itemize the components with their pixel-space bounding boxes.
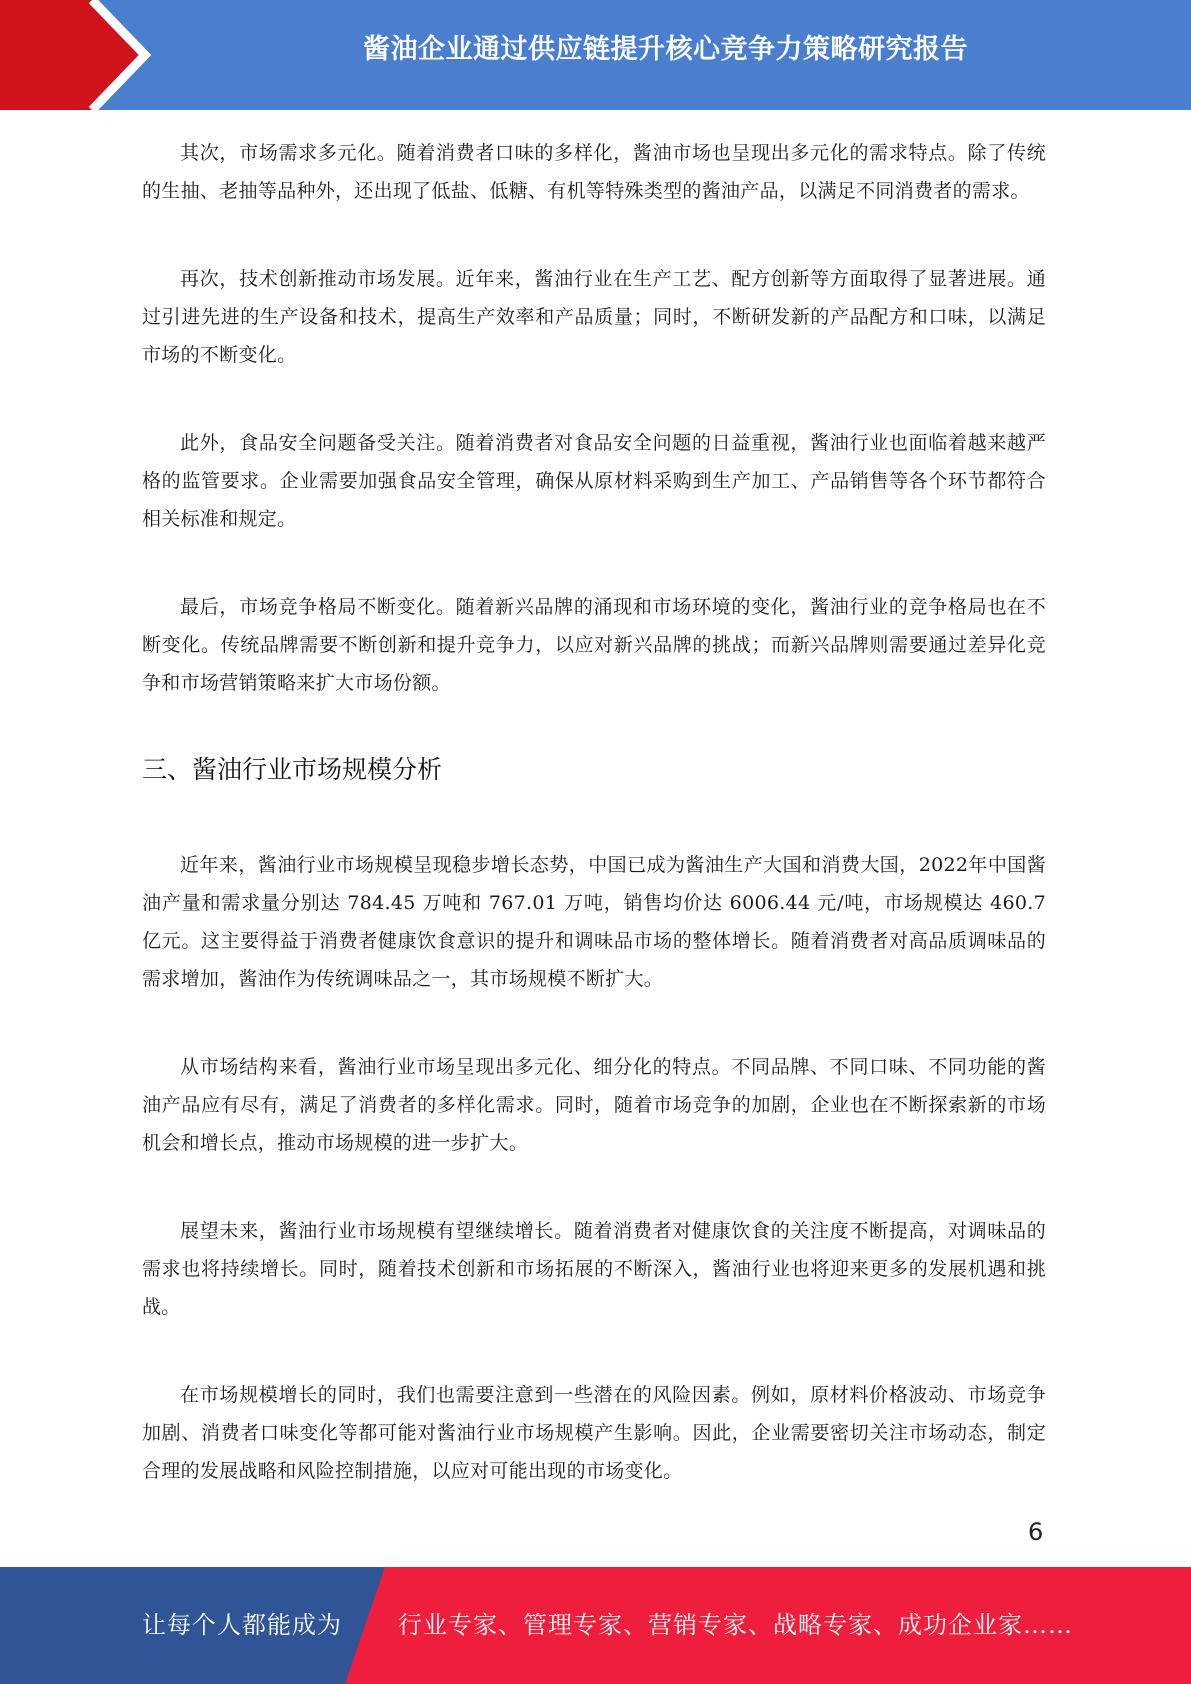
paragraph: 其次，市场需求多元化。随着消费者口味的多样化，酱油市场也呈现出多元化的需求特点。除了传统的生抽、老抽等品种外，还出现了低盐、低糖、有机等特殊类型的酱油产品，以满足不同消费者的需求。	[142, 142, 1046, 202]
paragraph: 从市场结构来看，酱油行业市场呈现出多元化、细分化的特点。不同品牌、不同口味、不同功能的酱油产品应有尽有，满足了消费者的多样化需求。同时，随着市场竞争的加剧，企业也在不断探索新的市场机会和增长点，推动市场规模的进一步扩大。	[142, 1056, 1046, 1154]
document-body	[142, 134, 1046, 1540]
report-title: 酱油企业通过供应链提升核心竞争力策略研究报告	[363, 34, 968, 65]
paragraph: 此外，食品安全问题备受关注。随着消费者对食品安全问题的日益重视，酱油行业也面临着越来越严格的监管要求。企业需要加强食品安全管理，确保从原材料采购到生产加工、产品销售等各个环节都符合相关标准和规定。	[142, 432, 1046, 530]
paragraph: 展望未来，酱油行业市场规模有望继续增长。随着消费者对健康饮食的关注度不断提高，对调味品的需求也将持续增长。同时，随着技术创新和市场拓展的不断深入，酱油行业也将迎来更多的发展机遇和挑战。	[142, 1220, 1046, 1318]
section-heading: 三、酱油行业市场规模分析	[142, 755, 443, 784]
footer-slogan-right: 行业专家、管理专家、营销专家、战略专家、成功企业家……	[398, 1611, 1073, 1639]
paragraph: 再次，技术创新推动市场发展。近年来，酱油行业在生产工艺、配方创新等方面取得了显著进展。通过引进先进的生产设备和技术，提高生产效率和产品质量；同时，不断研发新的产品配方和口味，以满足市场的不断变化。	[142, 268, 1046, 366]
page-footer	[0, 1567, 1191, 1684]
page-header	[0, 0, 1191, 110]
paragraph: 最后，市场竞争格局不断变化。随着新兴品牌的涌现和市场环境的变化，酱油行业的竞争格局也在不断变化。传统品牌需要不断创新和提升竞争力，以应对新兴品牌的挑战；而新兴品牌则需要通过差异化竞争和市场营销策略来扩大市场份额。	[142, 596, 1046, 694]
footer-slogan-left: 让每个人都能成为	[142, 1611, 342, 1639]
paragraph: 近年来，酱油行业市场规模呈现稳步增长态势，中国已成为酱油生产大国和消费大国，2022年中国酱油产量和需求量分别达 784.45 万吨和 767.01 万吨，销售均价达 6006.44 元/吨，市场规模达 460.7 亿元。这主要得益于消费者健康饮食意识的提升和调味品市场的整体增长。随着消费者对高品质调味品的需求增加，酱油作为传统调味品之一，其市场规模不断扩大。	[142, 854, 1046, 990]
header-red-arrow-decoration	[0, 0, 160, 110]
paragraph: 在市场规模增长的同时，我们也需要注意到一些潜在的风险因素。例如，原材料价格波动、市场竞争加剧、消费者口味变化等都可能对酱油行业市场规模产生影响。因此，企业需要密切关注市场动态，制定合理的发展战略和风险控制措施，以应对可能出现的市场变化。	[142, 1384, 1046, 1482]
page-number: 6	[1028, 1518, 1044, 1546]
